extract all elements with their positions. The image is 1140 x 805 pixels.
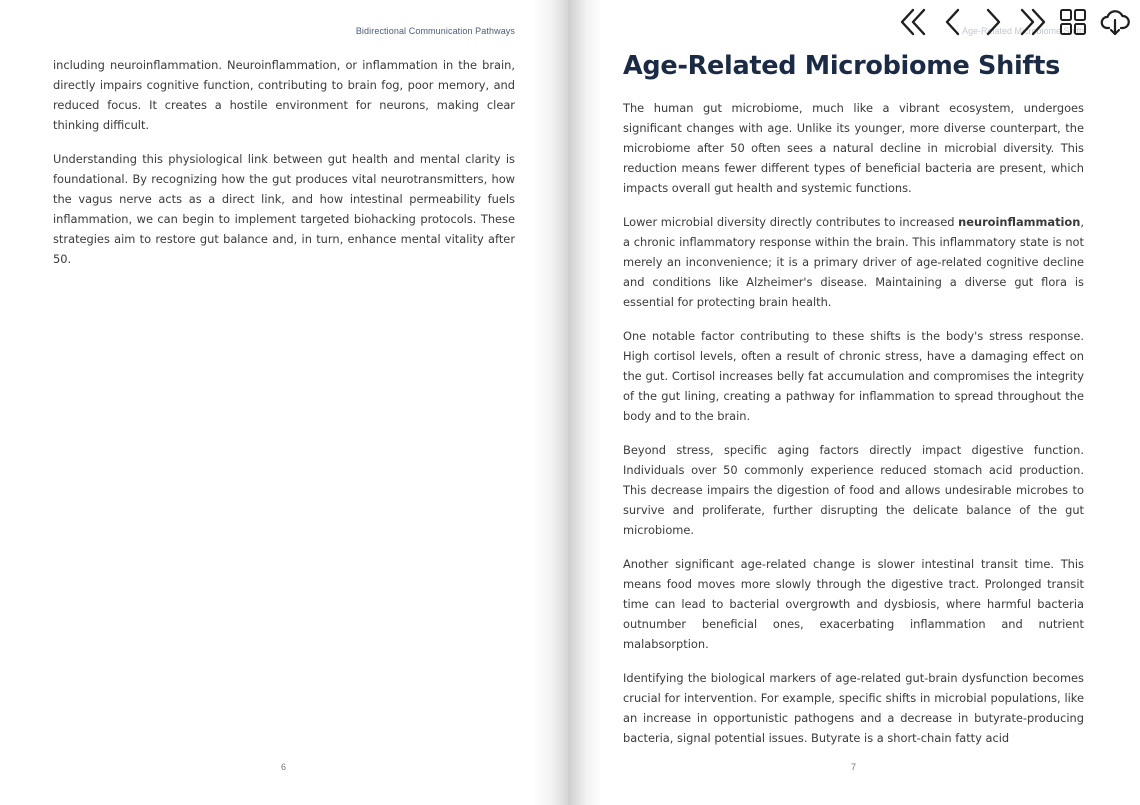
right-paragraph-1: The human gut microbiome, much like a vibrant ecosystem, undergoes significant changes with age. Unlike its younger, more diverse counterpart, the microbiome after 50 often sees a natural decline in microbial diversity. This reduction means fewer different types of beneficial bacteria are present, which impacts overall gut health and systemic functions. [623, 101, 1084, 195]
chevron-right-icon [983, 7, 1003, 37]
cloud-download-icon [1100, 7, 1130, 37]
right-paragraph-6: Identifying the biological markers of age-related gut-brain dysfunction becomes crucial for intervention. For example, specific shifts in microbial populations, like an increase in opportunistic pathogens and a decrease in butyrate-producing bacteria, signal potential issues. Butyrate is a short-chain fatty acid [623, 671, 1084, 745]
double-chevron-right-icon [1019, 7, 1047, 37]
left-page [0, 0, 568, 805]
left-paragraph-2: Understanding this physiological link between gut health and mental clarity is foundational. By recognizing how the gut produces vital neurotransmitters, how the vagus nerve acts as a direct link, and how intestinal permeability fuels inflammation, we can begin to implement targeted biohacking protocols. These strategies aim to restore gut balance and, in turn, enhance mental vitality after 50. [53, 152, 515, 266]
grid-icon [1059, 8, 1087, 36]
left-page-gutter-shadow [532, 0, 568, 805]
left-page-number: 6 [281, 762, 287, 772]
chapter-title: Age-Related Microbiome Shifts [623, 51, 1060, 81]
first-page-button[interactable] [893, 4, 933, 40]
left-paragraph-1: including neuroinflammation. Neuroinflammation, or inflammation in the brain, directly impairs cognitive function, contributing to brain fog, poor memory, and reduced focus. It creates a hostile environment for neurons, making clear thinking difficult. [53, 58, 515, 132]
right-page-gutter-shadow [568, 0, 602, 805]
bold-term-neuroinflammation: neuroinflammation [958, 215, 1081, 229]
right-running-header: Age-Related Microbiome Shifts [961, 26, 1086, 36]
previous-page-button[interactable] [933, 4, 973, 40]
right-paragraph-3: One notable factor contributing to these shifts is the body's stress response. High cortisol levels, often a result of chronic stress, have a damaging effect on the gut. Cortisol increases belly fat accumulation and compromises the integrity of the gut lining, creating a pathway for inflammation to spread throughout the body and to the brain. [623, 329, 1084, 423]
chevron-left-icon [943, 7, 963, 37]
navigation-toolbar [893, 4, 1137, 40]
paragraph-2-lead: Lower microbial diversity directly contributes to increased [623, 215, 959, 229]
right-page-number: 7 [851, 762, 857, 772]
right-page-body [623, 98, 1084, 762]
thumbnails-button[interactable] [1053, 4, 1093, 40]
left-running-header: Bidirectional Communication Pathways [355, 26, 515, 36]
double-chevron-left-icon [899, 7, 927, 37]
right-paragraph-4: Beyond stress, specific aging factors directly impact digestive function. Individuals over 50 commonly experience reduced stomach acid production. This decrease impairs the digestion of food and allows undesirable microbes to survive and proliferate, further disrupting the delicate balance of the gut microbiome. [623, 443, 1084, 537]
download-button[interactable] [1093, 4, 1137, 40]
right-paragraph-2 [623, 212, 1084, 312]
right-page [568, 0, 1140, 805]
next-page-button[interactable] [973, 4, 1013, 40]
paragraph-2-rest: , a chronic inflammatory response within the brain. This inflammatory state is not merely an inconvenience; it is a primary driver of age-related cognitive decline and conditions like Alzheimer's disease. Maintaining a diverse gut flora is essential for protecting brain health. [623, 215, 1084, 309]
right-paragraph-5: Another significant age-related change is slower intestinal transit time. This means food moves more slowly through the digestive tract. Prolonged transit time can lead to bacterial overgrowth and dysbiosis, where harmful bacteria outnumber beneficial ones, exacerbating inflammation and nutrient malabsorption. [623, 557, 1084, 651]
last-page-button[interactable] [1013, 4, 1053, 40]
left-page-body [53, 55, 515, 283]
